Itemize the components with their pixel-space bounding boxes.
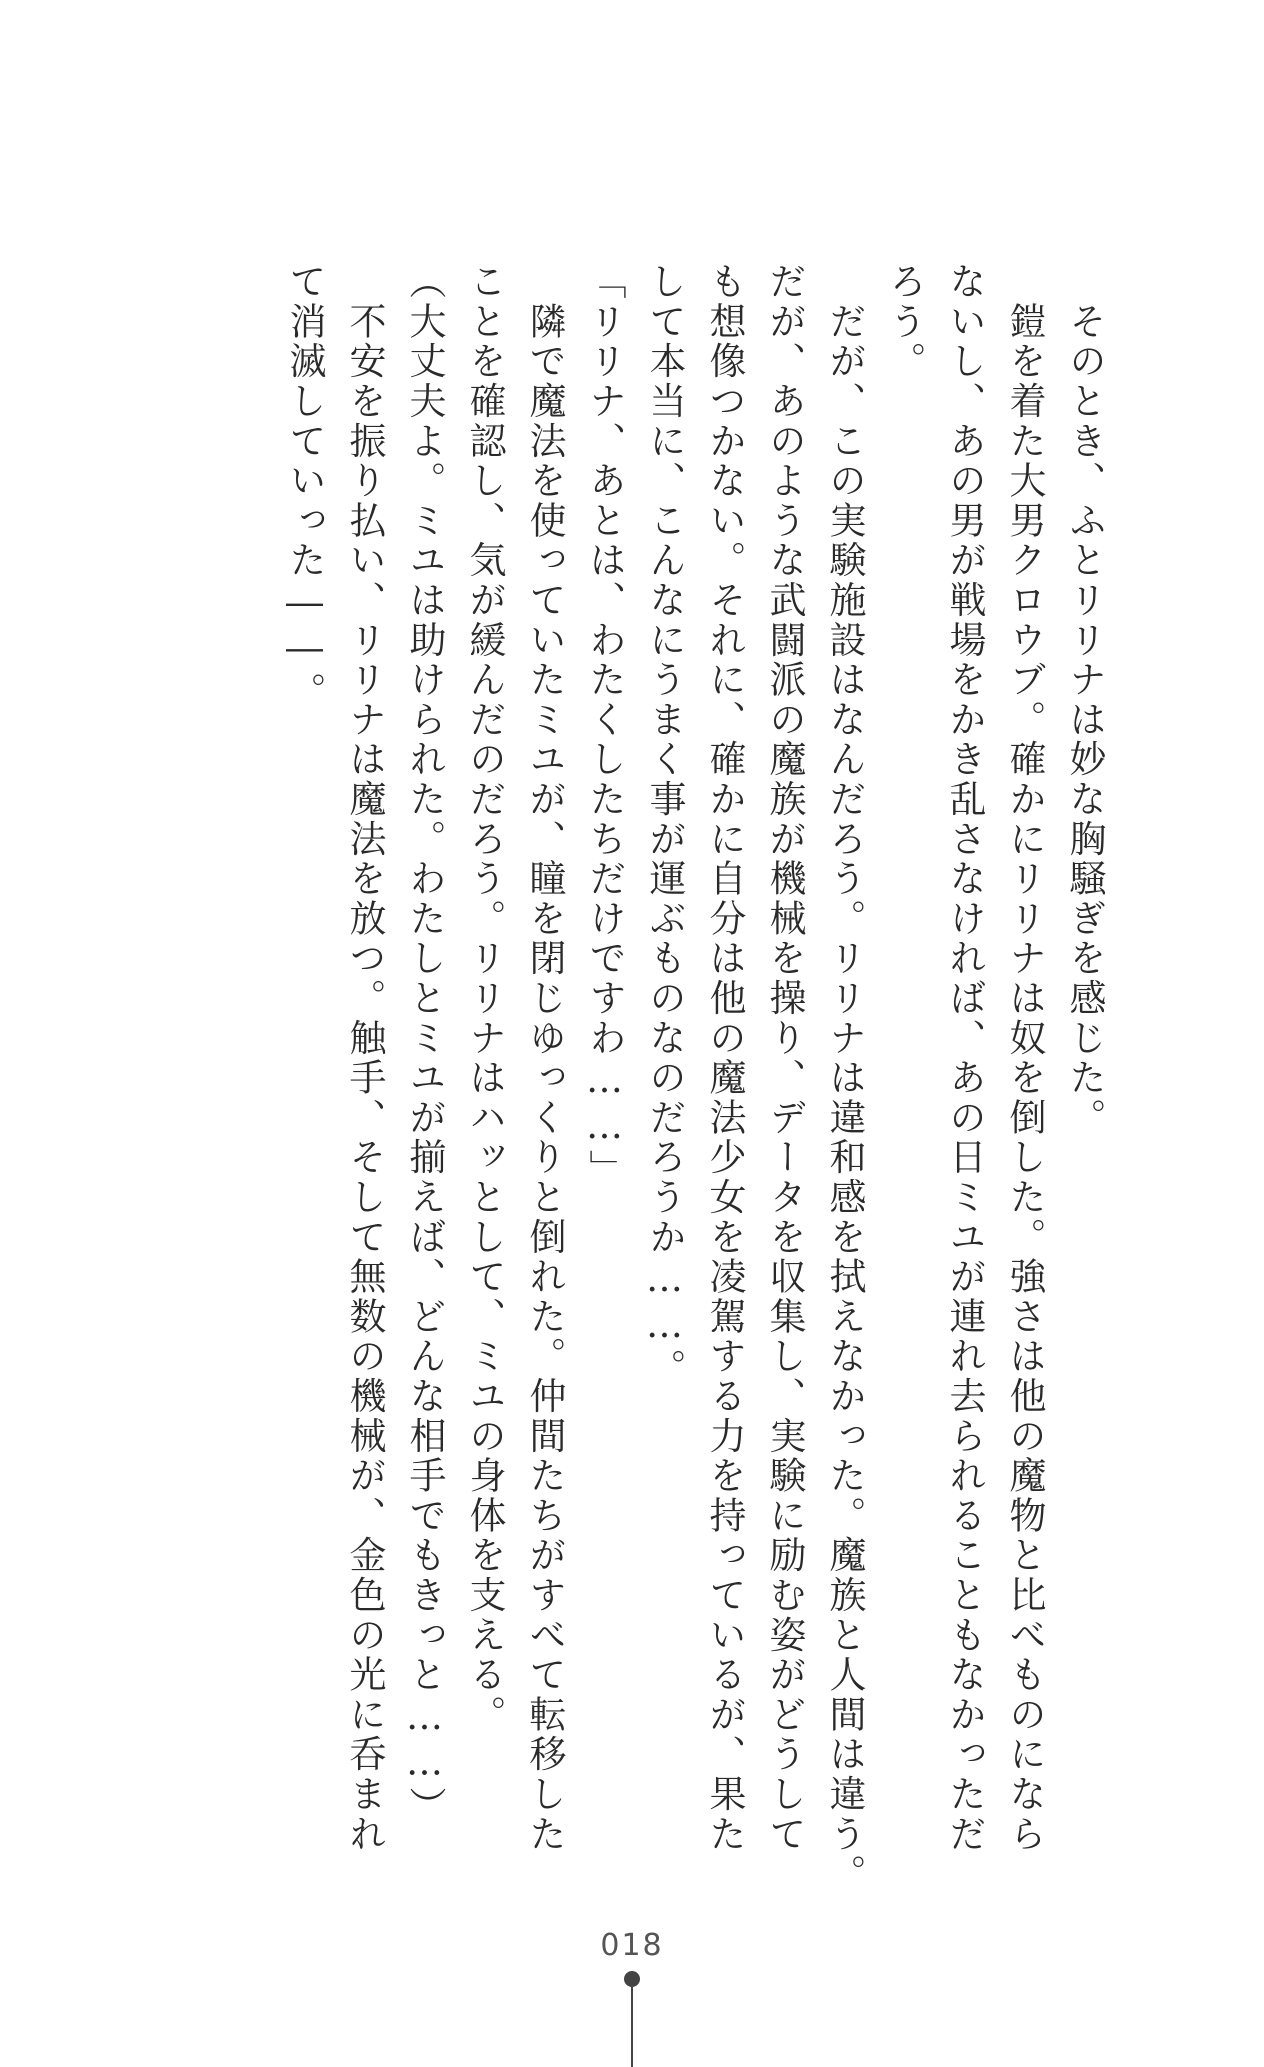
body-text xyxy=(274,262,1114,1894)
text-line: だが、あのような武闘派の魔族が機械を操り、データを収集し、実験に励む姿がどうして xyxy=(763,262,806,1854)
text-line: だが、この実験施設はなんだろう。リリナは違和感を拭えなかった。魔族と人間は違う。 xyxy=(823,262,866,1894)
text-line: 隣で魔法を使っていたミユが、瞳を閉じゆっくりと倒れた。仲間たちがすべて転移した xyxy=(523,262,566,1854)
page-marker-line xyxy=(631,1987,633,2067)
text-line: 「リリナ、あとは、わたくしたちだけですわ……」 xyxy=(583,262,626,1190)
text-line: ことを確認し、気が緩んだのだろう。リリナはハッとして、ミユの身体を支える。 xyxy=(463,262,506,1735)
text-line: ろう。 xyxy=(883,262,926,382)
text-line: 不安を振り払い、リリナは魔法を放つ。触手、そして無数の機械が、金色の光に呑まれ xyxy=(343,262,386,1854)
page-footer xyxy=(0,1928,1264,1963)
text-line: も想像つかない。それに、確かに自分は他の魔法少女を凌駕する力を持っているが、果た xyxy=(703,262,746,1854)
text-line: して本当に、こんなにうまく事が運ぶものなのだろうか……。 xyxy=(643,262,686,1389)
text-line: 鎧を着た大男クロウブ。確かにリリナは奴を倒した。強さは他の魔物と比べものになら xyxy=(1003,262,1046,1854)
page-number: 018 xyxy=(600,1928,664,1963)
text-line: そのとき、ふとリリナは妙な胸騒ぎを感じた。 xyxy=(1063,262,1106,1138)
page-marker-dot xyxy=(624,1971,640,1987)
text-line: て消滅していった――。 xyxy=(283,262,326,712)
text-line: （大丈夫よ。ミユは助けられた。わたしとミユが揃えば、どんな相手でもきっと……） xyxy=(403,262,446,1827)
text-line: ないし、あの男が戦場をかき乱さなければ、あの日ミユが連れ去られることもなかっただ xyxy=(943,262,986,1854)
